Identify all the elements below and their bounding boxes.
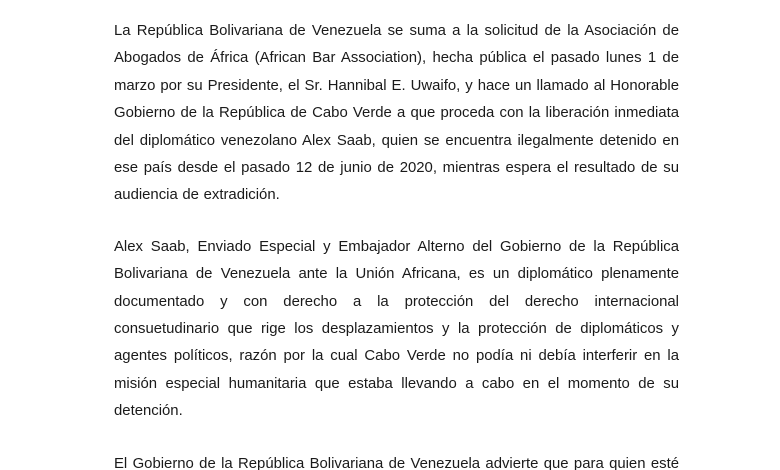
- paragraph-line: marzo por su Presidente, el Sr. Hannibal E. Uwaifo, y hace un llamado al Honorable: [114, 77, 679, 94]
- paragraph-line: Bolivariana de Venezuela ante la Unión Africana, es un diplomático plenamente: [114, 266, 679, 283]
- paragraph-line: La República Bolivariana de Venezuela se suma a la solicitud de la Asociación de: [114, 23, 679, 39]
- paragraph-line: Abogados de África (African Bar Association), hecha pública el pasado lunes 1 de: [114, 50, 679, 67]
- paragraph-line: detención.: [114, 403, 183, 420]
- paragraph-line: del diplomático venezolano Alex Saab, quien se encuentra ilegalmente detenido en: [114, 132, 679, 149]
- paragraph-line: misión especial humanitaria que estaba llevando a cabo en el momento de su: [114, 375, 679, 392]
- paragraph-1: [114, 18, 679, 210]
- paragraph-line: Alex Saab, Enviado Especial y Embajador Alterno del Gobierno de la República: [114, 238, 679, 255]
- paragraph-line: documentado y con derecho a la protección del derecho internacional: [114, 293, 679, 310]
- document-body: [114, 18, 679, 470]
- paragraph-line: ese país desde el pasado 12 de junio de 2020, mientras espera el resultado de su: [114, 160, 679, 177]
- paragraph-line: audiencia de extradición.: [114, 187, 280, 204]
- paragraph-line: agentes políticos, razón por la cual Cabo Verde no podía ni debía interferir en la: [114, 348, 679, 365]
- paragraph-line: El Gobierno de la República Bolivariana de Venezuela advierte que para quien esté: [114, 455, 679, 470]
- paragraph-line: consuetudinario que rige los desplazamientos y la protección de diplomáticos y: [114, 321, 679, 338]
- paragraph-2: [114, 234, 679, 426]
- paragraph-line: Gobierno de la República de Cabo Verde a que proceda con la liberación inmediata: [114, 105, 679, 122]
- paragraph-3: [114, 451, 679, 470]
